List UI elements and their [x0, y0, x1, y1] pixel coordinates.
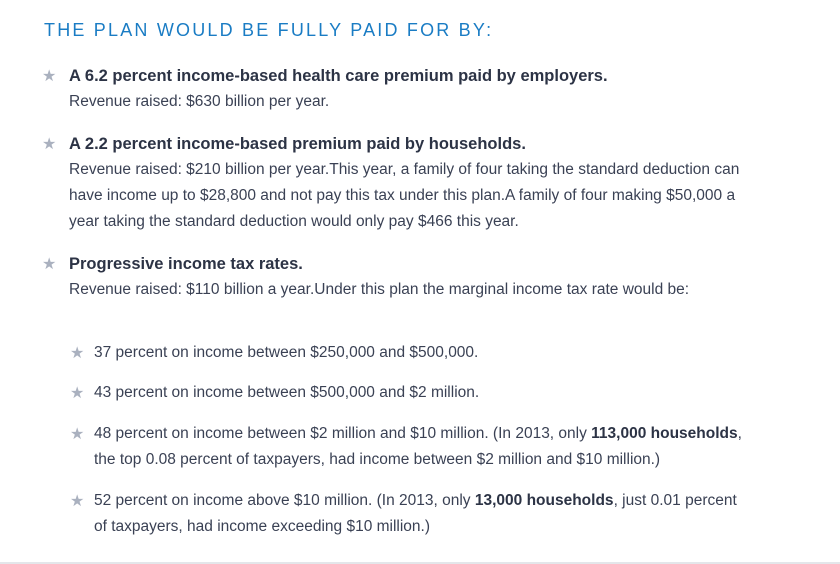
tax-rate-text — [94, 380, 479, 406]
tax-rate-item-48 — [70, 421, 832, 473]
text-line: of taxpayers, had income exceeding $10 million.) — [94, 518, 431, 535]
text-line: year taking the standard deduction would only pay $466 this year. — [69, 213, 519, 230]
funding-item-body — [69, 251, 832, 303]
funding-item-employer-premium — [42, 63, 832, 115]
text-line: the top 0.08 percent of taxpayers, had income between $2 million and $10 million.) — [94, 451, 661, 468]
funding-item-income-tax — [42, 251, 832, 303]
households-count: 13,000 households — [474, 492, 614, 509]
funding-item-text — [69, 277, 832, 303]
funding-item-title: Progressive income tax rates. — [69, 255, 303, 273]
text-line: 52 percent on income above $10 million. (In 2013, only 13,000 households, just 0.01 percent — [94, 492, 737, 509]
funding-item-household-premium — [42, 131, 832, 235]
text-line: have income up to $28,800 and not pay this tax under this plan.A family of four making $50,000 a — [69, 187, 736, 204]
text-line: 48 percent on income between $2 million and $10 million. (In 2013, only 113,000 households, — [94, 425, 742, 442]
funding-item-text — [69, 157, 832, 235]
funding-item-title: A 2.2 percent income-based premium paid by households. — [69, 135, 526, 153]
tax-rate-item-37 — [70, 340, 832, 366]
text-line: Revenue raised: $210 billion per year.This year, a family of four taking the standard deduction can — [69, 161, 740, 178]
star-icon: ★ — [70, 343, 85, 362]
tax-rate-text — [94, 421, 742, 473]
star-icon: ★ — [42, 134, 57, 153]
households-count: 113,000 households — [591, 425, 738, 442]
star-icon: ★ — [42, 254, 57, 273]
funding-item-body — [69, 63, 832, 115]
tax-rate-text — [94, 488, 737, 540]
funding-item-title: A 6.2 percent income-based health care premium paid by employers. — [69, 67, 608, 85]
section-heading: THE PLAN WOULD BE FULLY PAID FOR BY: — [44, 20, 494, 40]
funding-item-body — [69, 131, 832, 235]
star-icon: ★ — [42, 66, 57, 85]
star-icon: ★ — [70, 383, 85, 402]
text-line: 43 percent on income between $500,000 and $2 million. — [94, 384, 480, 401]
tax-rate-item-52 — [70, 488, 832, 540]
tax-rate-item-43 — [70, 380, 832, 406]
star-icon: ★ — [70, 424, 85, 443]
tax-rate-text — [94, 340, 478, 366]
funding-item-text — [69, 89, 832, 115]
text-line: 37 percent on income between $250,000 and $500,000. — [94, 344, 479, 361]
star-icon: ★ — [70, 491, 85, 510]
text-line: Revenue raised: $110 billion a year.Under this plan the marginal income tax rate would be: — [69, 281, 690, 298]
text-line: Revenue raised: $630 billion per year. — [69, 93, 330, 110]
